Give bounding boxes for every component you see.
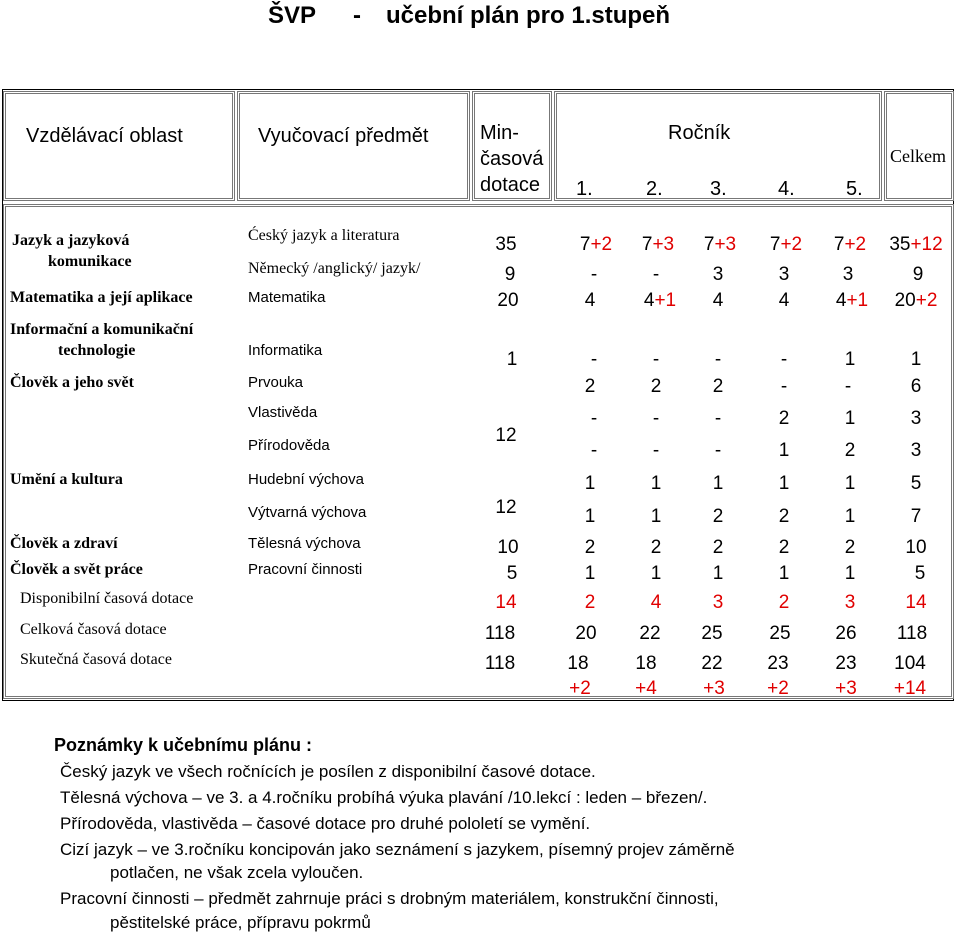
area-mat: Matematika a její aplikace	[10, 289, 193, 306]
prir-g2: -	[652, 440, 660, 461]
mat-min: 20	[497, 290, 519, 311]
cesky-min: 35	[495, 234, 517, 255]
cesky-total: 35+12	[889, 234, 943, 255]
nemecky-g2: -	[652, 264, 660, 285]
mat-g1: 4	[584, 290, 596, 311]
skut-min: 118	[484, 653, 516, 674]
cesky-g3: 7+3	[703, 234, 737, 255]
clovek-min: 12	[495, 425, 517, 446]
prir-g1: -	[590, 440, 598, 461]
header-grade-1: 1.	[576, 178, 593, 200]
label-skutecna: Skutečná časová dotace	[20, 651, 172, 668]
vyt-g3: 2	[712, 506, 724, 527]
skut-g2-base: 18	[635, 653, 657, 674]
subject-prac: Pracovní činnosti	[248, 561, 363, 578]
inf-total: 1	[910, 349, 922, 370]
nemecky-g5: 3	[842, 264, 854, 285]
area-umeni: Umění a kultura	[10, 471, 123, 488]
vyt-g2: 1	[650, 506, 662, 527]
prir-g4: 1	[778, 440, 790, 461]
tel-g4: 2	[778, 537, 790, 558]
hud-g4: 1	[778, 473, 790, 494]
title-text: učební plán pro 1.stupeň	[386, 2, 671, 29]
disp-g5: 3	[844, 592, 856, 613]
celk-g3: 25	[701, 623, 723, 644]
prac-min: 5	[506, 563, 518, 584]
tel-total: 10	[905, 537, 927, 558]
hud-total: 5	[910, 473, 922, 494]
header-celkem: Celkem	[890, 146, 946, 166]
tel-g3: 2	[712, 537, 724, 558]
vyt-g4: 2	[778, 506, 790, 527]
header-grade-5: 5.	[846, 178, 863, 200]
prir-g5: 2	[844, 440, 856, 461]
skut-g2-add: +4	[635, 678, 657, 699]
celk-g1: 20	[575, 623, 597, 644]
skut-g5-base: 23	[835, 653, 857, 674]
title-dash: -	[353, 2, 361, 29]
disp-g3: 3	[712, 592, 724, 613]
tel-g1: 2	[584, 537, 596, 558]
skut-g1-add: +2	[569, 678, 591, 699]
hud-g3: 1	[712, 473, 724, 494]
prac-g4: 1	[778, 563, 790, 584]
disp-g1: 2	[584, 592, 596, 613]
area-inf-line2: technologie	[58, 342, 136, 359]
inf-g4: -	[780, 349, 788, 370]
nemecky-g1: -	[590, 264, 598, 285]
prvouka-g1: 2	[584, 376, 596, 397]
mat-g3: 4	[712, 290, 724, 311]
subject-vyt: Výtvarná výchova	[248, 504, 367, 521]
celk-min: 118	[484, 623, 516, 644]
note-2: Tělesná výchova – ve 3. a 4.ročníku probíhá výuka plavání /10.lekcí : leden – březen/.	[60, 788, 708, 807]
header-subject: Vyučovací předmět	[258, 125, 429, 147]
tel-g5: 2	[844, 537, 856, 558]
umeni-min: 12	[495, 497, 517, 518]
note-4a: Cizí jazyk – ve 3.ročníku koncipován jako seznámení s jazykem, písemný projev záměrně	[60, 840, 735, 859]
skut-g1-base: 18	[567, 653, 589, 674]
skut-total-add: +14	[893, 678, 927, 699]
tel-g2: 2	[650, 537, 662, 558]
area-jazyk-line1: Jazyk a jazyková	[12, 232, 130, 249]
skut-g4-add: +2	[767, 678, 789, 699]
header-min-3: dotace	[480, 174, 541, 196]
area-clovek: Člověk a jeho svět	[10, 374, 134, 391]
subject-prir: Přírodověda	[248, 437, 330, 454]
title-svp: ŠVP	[268, 2, 317, 29]
vlast-g4: 2	[778, 408, 790, 429]
vlast-total: 3	[910, 408, 922, 429]
note-5a: Pracovní činnosti – předmět zahrnuje práci s drobným materiálem, konstrukční činnosti,	[60, 889, 719, 908]
inf-g2: -	[652, 349, 660, 370]
prac-g2: 1	[650, 563, 662, 584]
area-prace: Člověk a svět práce	[10, 561, 143, 578]
subject-inf: Informatika	[248, 342, 323, 359]
label-celkova: Celková časová dotace	[20, 621, 167, 638]
note-5b: pěstitelské práce, přípravu pokrmů	[110, 913, 371, 932]
area-inf-line1: Informační a komunikační	[10, 321, 194, 338]
prac-g1: 1	[584, 563, 596, 584]
prac-total: 5	[914, 563, 926, 584]
mat-g5: 4+1	[835, 290, 869, 311]
hud-g1: 1	[584, 473, 596, 494]
mat-total: 20+2	[894, 290, 938, 311]
header-area: Vzdělávací oblast	[26, 125, 183, 147]
disp-g2: 4	[650, 592, 662, 613]
note-3: Přírodověda, vlastivěda – časové dotace pro druhé pololetí se vymění.	[60, 814, 591, 833]
prir-g3: -	[714, 440, 722, 461]
cesky-g4: 7+2	[769, 234, 803, 255]
celk-g4: 25	[769, 623, 791, 644]
subject-cesky: Ćeský jazyk a literatura	[248, 227, 400, 244]
header-grade-3: 3.	[710, 178, 727, 200]
tel-min: 10	[497, 537, 519, 558]
nemecky-g3: 3	[712, 264, 724, 285]
inf-g3: -	[714, 349, 722, 370]
subject-nemecky: Německý /anglický/ jazyk/	[248, 260, 421, 277]
prvouka-g3: 2	[712, 376, 724, 397]
header-grade-2: 2.	[646, 178, 663, 200]
vyt-total: 7	[910, 506, 922, 527]
disp-min: 14	[495, 592, 517, 613]
skut-g4-base: 23	[767, 653, 789, 674]
prac-g5: 1	[844, 563, 856, 584]
inf-min: 1	[506, 349, 518, 370]
inf-g1: -	[590, 349, 598, 370]
celk-total: 118	[896, 623, 928, 644]
cesky-g5: 7+2	[833, 234, 867, 255]
skut-total-base: 104	[894, 653, 926, 674]
hud-g2: 1	[650, 473, 662, 494]
nemecky-min: 9	[504, 264, 516, 285]
cesky-g1: 7+2	[579, 234, 613, 255]
subject-tel: Tělesná výchova	[248, 535, 361, 552]
mat-g2: 4+1	[643, 290, 677, 311]
cesky-g2: 7+3	[641, 234, 675, 255]
vlast-g3: -	[714, 408, 722, 429]
skut-g3-add: +3	[703, 678, 725, 699]
celk-g5: 26	[835, 623, 857, 644]
area-jazyk-line2: komunikace	[48, 253, 132, 270]
prvouka-g4: -	[780, 376, 788, 397]
vlast-g2: -	[652, 408, 660, 429]
header-grade-4: 4.	[778, 178, 795, 200]
prir-total: 3	[910, 440, 922, 461]
header-rocnik: Ročník	[668, 122, 731, 144]
skut-g3-base: 22	[701, 653, 723, 674]
mat-g4: 4	[778, 290, 790, 311]
celk-g2: 22	[639, 623, 661, 644]
prvouka-g2: 2	[650, 376, 662, 397]
subject-hud: Hudební výchova	[248, 471, 364, 488]
nemecky-g4: 3	[778, 264, 790, 285]
subject-vlast: Vlastivěda	[248, 404, 318, 421]
vyt-g1: 1	[584, 506, 596, 527]
vyt-g5: 1	[844, 506, 856, 527]
prvouka-g5: -	[844, 376, 852, 397]
nemecky-total: 9	[912, 264, 924, 285]
skut-g5-add: +3	[835, 678, 857, 699]
area-zdravi: Člověk a zdraví	[10, 535, 118, 552]
note-4b: potlačen, ne však zcela vyloučen.	[110, 863, 364, 882]
notes-heading: Poznámky k učebnímu plánu :	[54, 735, 313, 755]
subject-prvouka: Prvouka	[248, 374, 304, 391]
header-min-1: Min-	[480, 122, 519, 144]
vlast-g5: 1	[844, 408, 856, 429]
subject-mat: Matematika	[248, 289, 326, 306]
header-min-2: časová	[480, 148, 544, 170]
vlast-g1: -	[590, 408, 598, 429]
hud-g5: 1	[844, 473, 856, 494]
label-disponibilni: Disponibilní časová dotace	[20, 590, 194, 607]
prvouka-total: 6	[910, 376, 922, 397]
note-1: Český jazyk ve všech ročnících je posílen z disponibilní časové dotace.	[60, 762, 596, 781]
disp-total: 14	[905, 592, 927, 613]
prac-g3: 1	[712, 563, 724, 584]
disp-g4: 2	[778, 592, 790, 613]
inf-g5: 1	[844, 349, 856, 370]
